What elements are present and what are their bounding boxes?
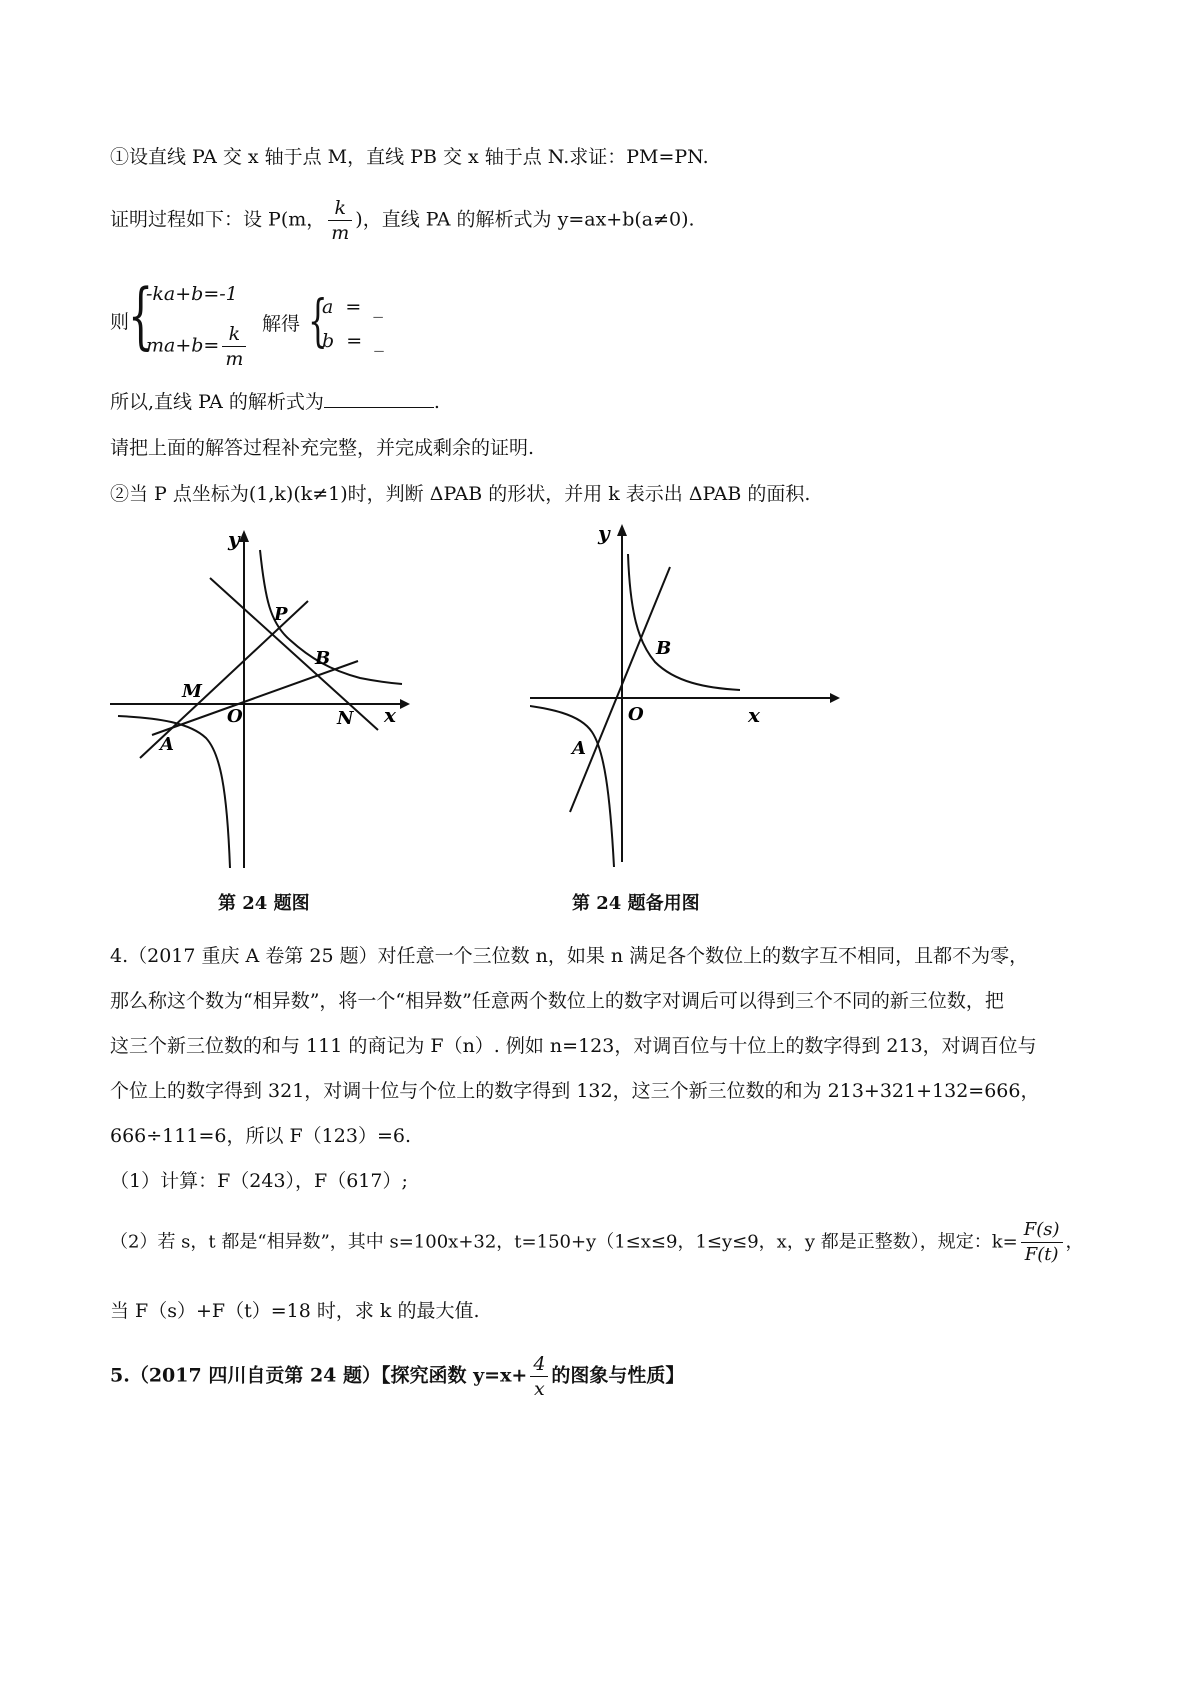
right-brace: { <box>308 289 328 354</box>
complete-instruction: 请把上面的解答过程补充完整，并完成剩余的证明. <box>110 437 535 459</box>
fig1-hyperbola-lower <box>118 716 230 868</box>
solution-b: b = _ <box>322 330 384 352</box>
fig1-label-m: M <box>182 681 202 702</box>
k-frac-num: F(s) <box>1023 1219 1060 1240</box>
proof-frac-den: m <box>328 220 352 245</box>
figure-1-caption: 第 24 题图 <box>218 893 310 914</box>
q4-sub2 <box>110 1218 1084 1267</box>
equation-2 <box>146 322 249 371</box>
fig1-y-arrow <box>239 530 249 542</box>
fig2-label-a: A <box>572 738 586 759</box>
fig2-y-arrow <box>617 524 627 536</box>
proof-intro <box>110 196 695 245</box>
q5-pre: 5.（2017 四川自贡第 24 题）【探究函数 y=x+ <box>110 1364 528 1387</box>
eq2-pre: ma+b= <box>146 334 220 357</box>
proof-post: )，直线 PA 的解析式为 y=ax+b(a≠0). <box>355 208 695 231</box>
figure-2-caption: 第 24 题备用图 <box>572 893 700 914</box>
q5-fraction <box>530 1352 548 1401</box>
figure-2 <box>530 522 840 867</box>
fig2-hyperbola-upper <box>628 554 740 690</box>
q4-sub2-pre: （2）若 s，t 都是“相异数”，其中 s=100x+32，t=150+y（1≤x≤9，1≤y≤9，x，y 都是正整数），规定：k= <box>110 1231 1018 1253</box>
solution-a: a = _ <box>322 296 383 318</box>
q4-sub1: （1）计算：F（243），F（617）; <box>110 1170 408 1192</box>
equation-1: -ka+b=-1 <box>146 283 238 305</box>
fig2-label-b: B <box>656 638 672 659</box>
fig1-label-p: P <box>274 604 288 625</box>
figure-1 <box>110 528 410 873</box>
fig1-label-y: y <box>228 528 240 551</box>
fig1-label-o: O <box>227 706 243 727</box>
answer-blank <box>324 389 434 408</box>
so-line <box>110 388 440 416</box>
q4-sub3: 当 F（s）+F（t）=18 时，求 k 的最大值. <box>110 1300 480 1322</box>
fig2-label-o: O <box>628 704 644 725</box>
solve-label: 解得 <box>262 313 301 335</box>
q4-line3: 这三个新三位数的和与 111 的商记为 F（n）. 例如 n=123，对调百位与十位上的数字得到 213，对调百位与 <box>110 1035 1037 1057</box>
fig1-label-b: B <box>315 648 331 669</box>
then-label: 则 <box>110 311 130 333</box>
q4-sub2-post: ， <box>1065 1231 1084 1253</box>
eq2-den: m <box>222 346 246 371</box>
fig1-label-x: x <box>384 703 396 727</box>
fig2-label-y: y <box>598 522 610 545</box>
part1-line2: ②当 P 点坐标为(1,k)(k≠1)时，判断 ΔPAB 的形状，并用 k 表示出 ΔPAB 的面积. <box>110 483 811 505</box>
eq2-fraction <box>222 322 246 371</box>
k-fraction <box>1021 1218 1063 1267</box>
left-brace: { <box>128 273 154 357</box>
part1-line1: ①设直线 PA 交 x 轴于点 M，直线 PB 交 x 轴于点 N.求证：PM=PN. <box>110 146 709 168</box>
q4-line1: 4.（2017 重庆 A 卷第 25 题）对任意一个三位数 n，如果 n 满足各个数位上的数字互不相同，且都不为零， <box>110 945 1029 967</box>
fig2-label-x: x <box>748 703 760 727</box>
fig1-label-n: N <box>337 708 354 729</box>
q5-num: 4 <box>533 1353 546 1375</box>
fig2-hyperbola-lower <box>530 704 614 867</box>
so-post: . <box>433 391 440 413</box>
proof-frac-num: k <box>334 197 347 219</box>
fig1-x-arrow <box>400 699 410 709</box>
fig2-line-ab <box>570 567 670 812</box>
q4-line4: 个位上的数字得到 321，对调十位与个位上的数字得到 132，这三个新三位数的和为 213+321+132=666， <box>110 1080 1040 1102</box>
eq2-num: k <box>228 323 241 345</box>
fig1-label-a: A <box>160 734 174 755</box>
so-pre: 所以,直线 PA 的解析式为 <box>110 391 324 413</box>
q5-post: 的图象与性质】 <box>551 1364 685 1387</box>
fig2-x-arrow <box>830 693 840 703</box>
q4-line5: 666÷111=6，所以 F（123）=6. <box>110 1125 411 1147</box>
q5-heading <box>110 1352 684 1401</box>
q4-line2: 那么称这个数为“相异数”，将一个“相异数”任意两个数位上的数字对调后可以得到三个不同的新三位数，把 <box>110 990 1004 1012</box>
q5-den: x <box>530 1376 548 1401</box>
proof-fraction <box>328 196 352 245</box>
proof-pre: 证明过程如下：设 P(m， <box>110 208 326 231</box>
k-frac-den: F(t) <box>1021 1242 1063 1267</box>
